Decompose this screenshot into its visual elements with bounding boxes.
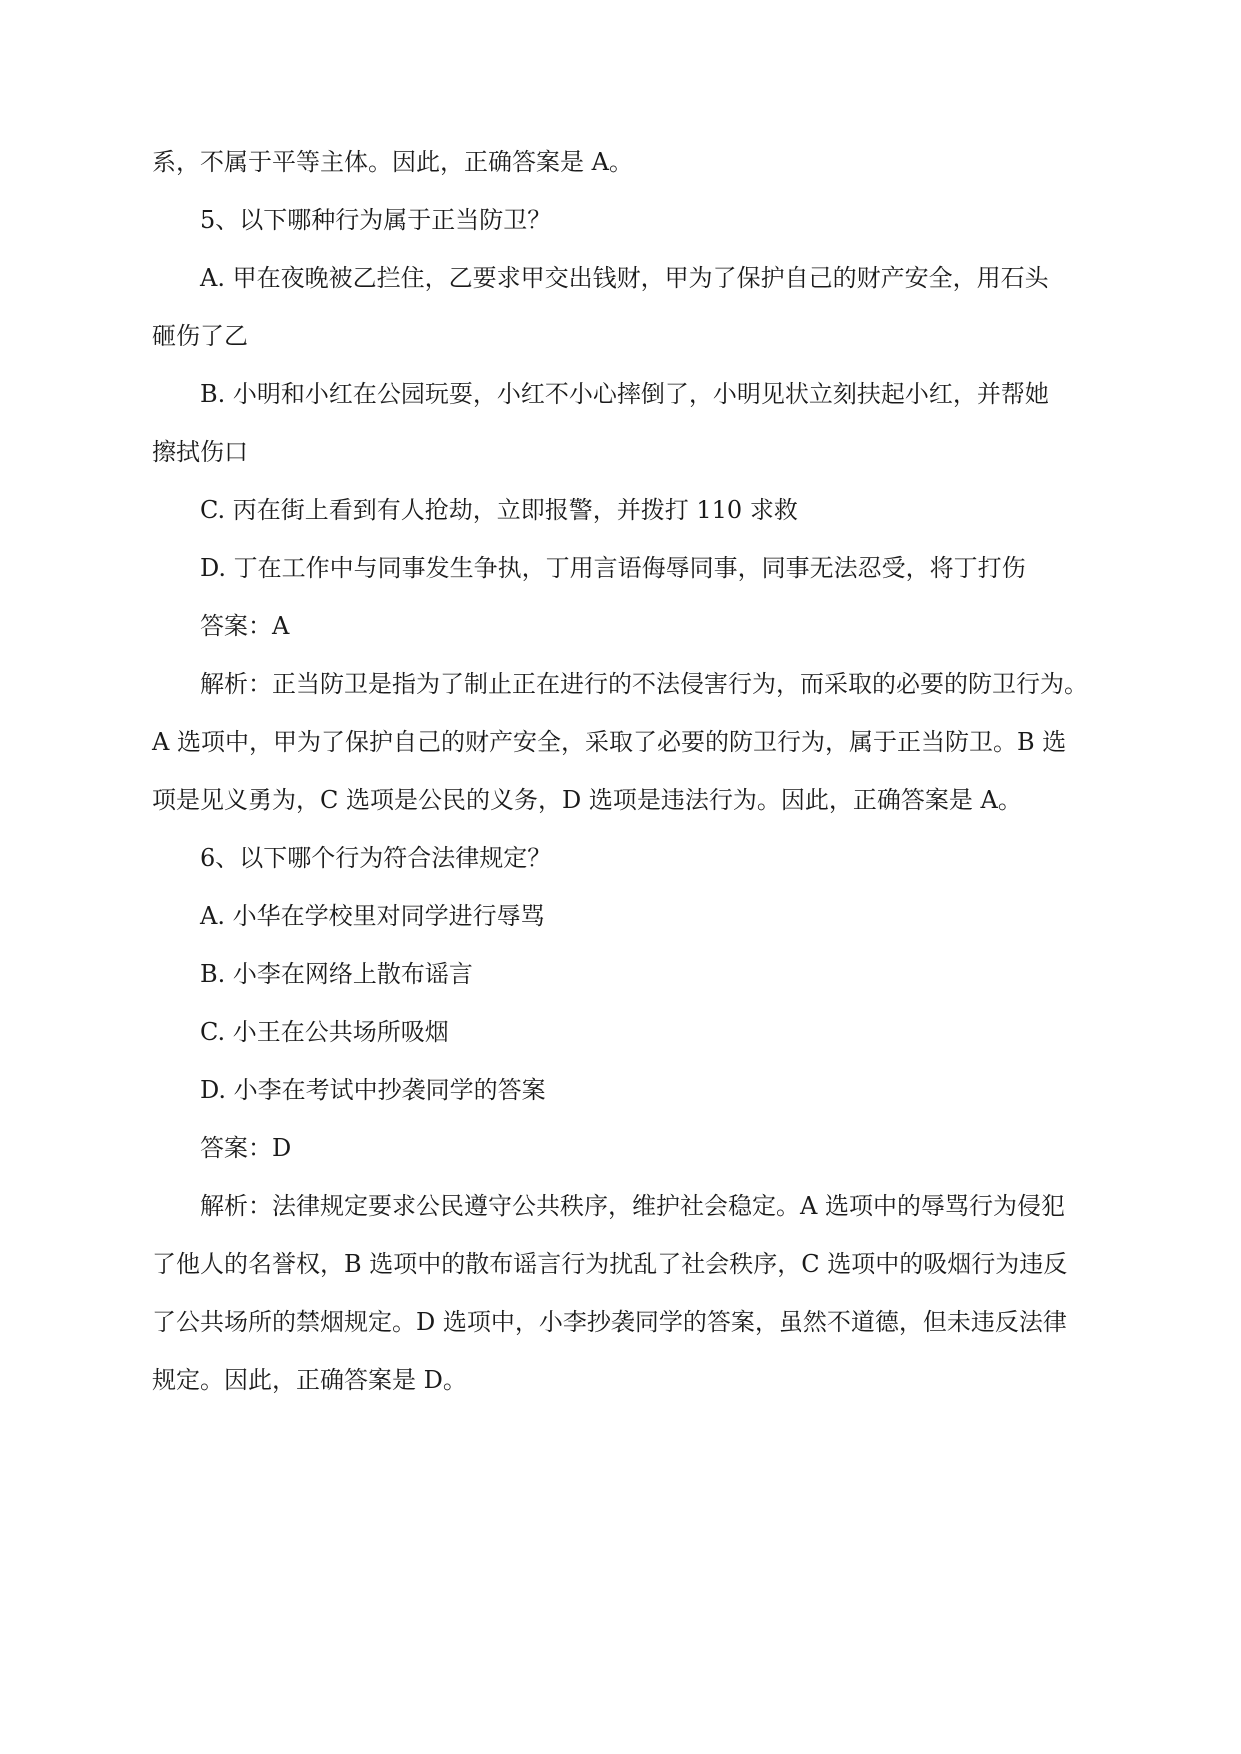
question-6-option-b: B. 小李在网络上散布谣言	[200, 960, 473, 988]
question-6-option-c: C. 小王在公共场所吸烟	[200, 1018, 449, 1046]
question-5-answer: 答案：A	[200, 612, 290, 640]
question-6-stem: 6、以下哪个行为符合法律规定？	[200, 844, 552, 872]
question-6-option-a: A. 小华在学校里对同学进行辱骂	[200, 902, 545, 930]
question-5-option-a-cont: 砸伤了乙	[152, 322, 248, 350]
question-6-analysis-cont: 规定。因此，正确答案是 D。	[152, 1366, 467, 1394]
question-5-option-a: A. 甲在夜晚被乙拦住，乙要求甲交出钱财，甲为了保护自己的财产安全，用石头	[200, 264, 1049, 292]
question-6-analysis-cont: 了他人的名誉权，B 选项中的散布谣言行为扰乱了社会秩序，C 选项中的吸烟行为违反	[152, 1250, 1068, 1278]
question-6-analysis: 解析：法律规定要求公民遵守公共秩序，维护社会稳定。A 选项中的辱骂行为侵犯	[200, 1192, 1065, 1220]
question-5-analysis-cont: A 选项中，甲为了保护自己的财产安全，采取了必要的防卫行为，属于正当防卫。B 选	[152, 728, 1067, 756]
question-5-option-b: B. 小明和小红在公园玩耍，小红不小心摔倒了，小明见状立刻扶起小红，并帮她	[200, 380, 1049, 408]
question-5-stem: 5、以下哪种行为属于正当防卫？	[200, 206, 552, 234]
text-line: 系，不属于平等主体。因此，正确答案是 A。	[152, 148, 633, 176]
question-5-option-b-cont: 擦拭伤口	[152, 438, 248, 466]
question-6-analysis-cont: 了公共场所的禁烟规定。D 选项中，小李抄袭同学的答案，虽然不道德，但未违反法律	[152, 1308, 1067, 1336]
question-5-analysis-cont: 项是见义勇为，C 选项是公民的义务，D 选项是违法行为。因此，正确答案是 A。	[152, 786, 1022, 814]
question-6-answer: 答案：D	[200, 1134, 292, 1162]
question-5-option-d: D. 丁在工作中与同事发生争执，丁用言语侮辱同事，同事无法忍受，将丁打伤	[200, 554, 1026, 582]
question-5-analysis: 解析：正当防卫是指为了制止正在进行的不法侵害行为，而采取的必要的防卫行为。	[200, 670, 1088, 698]
question-5-option-c: C. 丙在街上看到有人抢劫，立即报警，并拨打 110 求救	[200, 496, 798, 524]
question-6-option-d: D. 小李在考试中抄袭同学的答案	[200, 1076, 546, 1104]
